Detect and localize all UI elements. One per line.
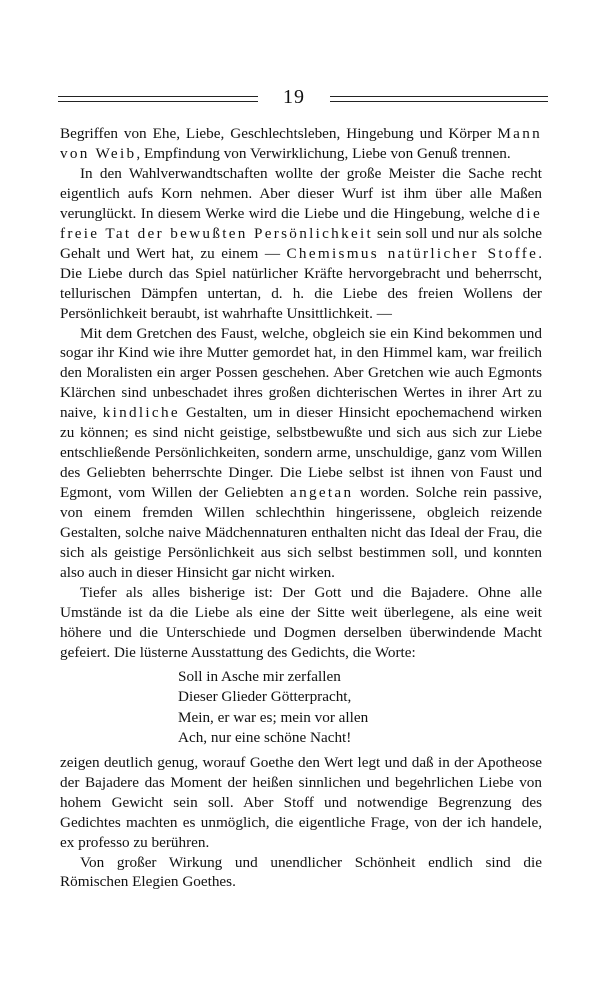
spaced-emphasis: Mann von Weib: [60, 125, 542, 162]
text-run: sein soll und nur als solche Gehalt und Wert hat, zu einem —: [60, 224, 542, 262]
paragraph-3: [60, 324, 542, 583]
text-run: In den Wahlverwandtschaften wollte der große Meister die Sache recht eigentlich aufs Korn nehmen. Aber dieser Wurf ist ihm über alle Maßen verunglückt. In diesem Werke wird die Liebe und die Hingebung, welche: [60, 164, 542, 222]
spaced-emphasis: Chemismus natürlicher Stoffe: [286, 244, 539, 262]
paragraph-5: zeigen deutlich genug, worauf Goethe den Wert legt und daß in der Apotheose der Bajadere das Moment der heißen sinnlichen und begehrlichen Liebe von hohem Gewicht sein soll. Aber Stoff und notwendige Begrenzung des Gedichtes machten es unmöglich, die eigentliche Frage, von der ich handele, ex professo zu berühren.: [60, 753, 542, 851]
page-number: 19: [283, 86, 305, 108]
paragraph-1: [60, 124, 542, 164]
poem-line: Soll in Asche mir zerfallen: [178, 667, 341, 685]
text-run: Gestalten, um in dieser Hinsicht epochemachend wirken zu können; es sind nicht geistige, selbstbewußte und sich aus sich zur Liebe entschließende Persönlichkeiten, sondern arme, unschuldige, ganz vom Willen des Geliebten beherrschte Dinger. Die Liebe selbst ist ihnen von Faust und Egmont, vom Willen der Geliebten: [60, 404, 542, 502]
text-run: Mit dem Gretchen des Faust, welche, obgleich sie ein Kind bekommen und sogar ihr Kind wie ihre Mutter gemordet hat, in den Himmel kam, war freilich den Moralisten ein arger Possen geschehen. Aber Gretchen wie auch Egmonts Klärchen sind unbeschadet ihres großen dichterischen Wertes in ihrer Art zu naive,: [60, 324, 542, 422]
poem-quote: [178, 667, 542, 749]
spaced-emphasis: angetan: [290, 484, 354, 502]
text-run: . Die Liebe durch das Spiel natürlicher Kräfte hervorgebracht und beherrscht, tellurischen Dämpfen untertan, d. h. die Liebe des freien Wollens der Persönlichkeit beraubt, ist wahrhafte Unsittlichkeit. —: [60, 244, 543, 322]
header-rule-left: [58, 96, 258, 102]
spaced-emphasis: die freie Tat der bewußten Persönlichkeit: [60, 204, 542, 242]
text-run: Begriffen von Ehe, Liebe, Geschlechtsleben, Hingebung und Körper: [60, 125, 498, 142]
page-body: [60, 124, 542, 892]
text-run: worden. Solche rein passive, von einem fremden Willen schlechthin hingerissene, obgleich reizende Gestalten, solche naive Mädchennaturen enthalten nicht das Ideal der Frau, die sich als geistige Persönlichkeit aus sich selbst bestimmen soll, und konnten also auch in dieser Hinsicht gar nicht wirken.: [60, 484, 542, 581]
poem-line: Dieser Glieder Götterpracht,: [178, 688, 352, 706]
text-run: , Empfindung von Verwirklichung, Liebe von Genuß trennen.: [136, 144, 511, 162]
header-rule-right: [330, 96, 548, 102]
paragraph-4: Tiefer als alles bisherige ist: Der Gott und die Bajadere. Ohne alle Umstände ist da die Liebe als eine der Sitte weit überlegene, als eine weit höhere und die Unterschiede und Dogmen derselben überwindende Macht gefeiert. Die lüsterne Ausstattung des Gedichts, die Worte:: [60, 583, 542, 661]
poem-line: Mein, er war es; mein vor allen: [178, 708, 369, 726]
poem-line: Ach, nur eine schöne Nacht!: [178, 729, 352, 747]
paragraph-2: [60, 164, 542, 324]
page-header: [58, 88, 548, 112]
paragraph-6: Von großer Wirkung und unendlicher Schönheit endlich sind die Römischen Elegien Goethes.: [60, 853, 542, 891]
spaced-emphasis: kindliche: [102, 404, 180, 422]
